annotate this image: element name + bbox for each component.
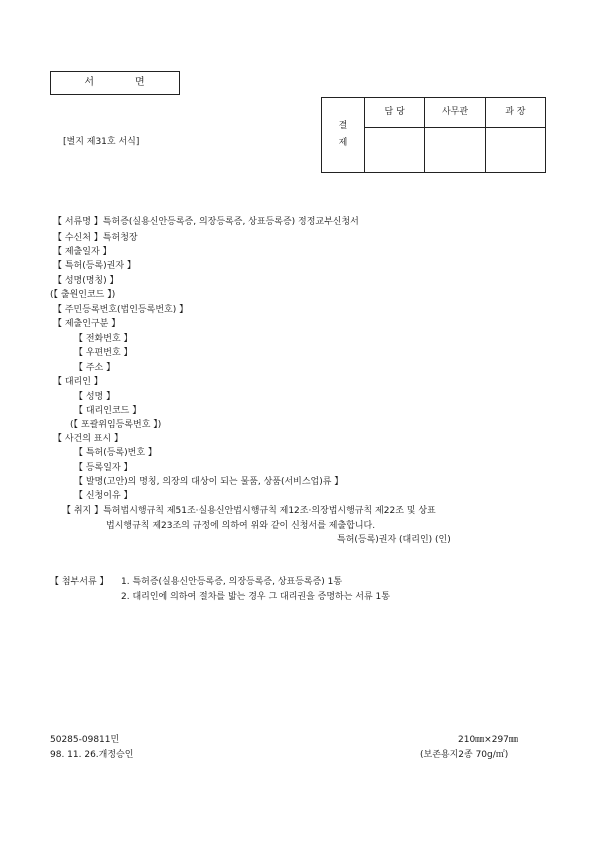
approval-row-label [322, 98, 365, 173]
approval-label-1: 결 [338, 121, 348, 131]
approval-sign-officer[interactable] [425, 128, 485, 173]
field-applicant-code: (【 출원인코드 】) [50, 290, 116, 300]
attachments-label: 【 첨부서류 】 [50, 577, 109, 587]
field-document-name: 【 서류명 】특허증(실용신안등록증, 의장등록증, 상표등록증) 정정교부신청서 [53, 217, 359, 227]
approval-table [321, 97, 546, 173]
field-power-of-attorney-number: (【 포괄위임등록번호 】) [70, 420, 162, 430]
purpose-line-2: 법시행규칙 제23조의 규정에 의하여 위와 같이 신청서를 제출합니다. [106, 521, 376, 531]
field-agent-name: 【 성명 】 [74, 392, 116, 402]
field-registration-date: 【 등록일자 】 [74, 463, 133, 473]
footer-paper-type: (보존용지2종 70g/㎡) [420, 750, 509, 760]
field-name: 【 성명(명칭) 】 [53, 276, 119, 286]
approval-sign-manager[interactable] [485, 128, 545, 173]
form-number: [별지 제31호 서식] [63, 137, 140, 147]
purpose-line-1: 【 취지 】특허법시행규칙 제51조·실용신안법시행규칙 제12조·의장법시행규칙 제22조 및 상표 [62, 506, 436, 516]
field-agent-code: 【 대리인코드 】 [74, 406, 142, 416]
field-rights-holder: 【 특허(등록)권자 】 [53, 261, 136, 271]
signature-line: 특허(등록)권자 (대리인) (인) [337, 535, 451, 545]
field-request-reason: 【 신청이유 】 [74, 491, 133, 501]
field-case-indication: 【 사건의 표시 】 [53, 434, 124, 444]
approval-col-staff: 담 당 [365, 98, 425, 128]
field-patent-number: 【 특허(등록)번호 】 [74, 448, 157, 458]
approval-sign-staff[interactable] [365, 128, 425, 173]
attachment-item-2: 2. 대리인에 의하여 절차를 밟는 경우 그 대리권을 증명하는 서류 1통 [121, 592, 390, 602]
form-title-part1: 서 [84, 77, 95, 88]
footer-paper-size: 210㎜×297㎜ [458, 735, 518, 745]
field-invention-title: 【 발명(고안)의 명칭, 의장의 대상이 되는 물품, 상품(서비스업)류 】 [74, 477, 344, 487]
approval-col-manager: 과 장 [485, 98, 545, 128]
field-registration-number: 【 주민등록번호(법인등록번호) 】 [53, 305, 189, 315]
form-title-part2: 면 [135, 77, 146, 88]
field-phone: 【 전화번호 】 [74, 334, 133, 344]
field-postal-code: 【 우편번호 】 [74, 348, 133, 358]
field-submitter-type: 【 제출인구분 】 [53, 319, 121, 329]
field-agent: 【 대리인 】 [53, 377, 103, 387]
approval-col-officer: 사무관 [425, 98, 485, 128]
field-submission-date: 【 제출일자 】 [53, 247, 112, 257]
form-title-box [50, 71, 180, 95]
field-recipient: 【 수신처 】특허청장 [53, 233, 138, 243]
footer-approval-date: 98. 11. 26.개정승인 [50, 750, 134, 760]
attachment-item-1: 1. 특허증(실용신안등록증, 의장등록증, 상표등록증) 1통 [121, 577, 343, 587]
footer-form-code: 50285-09811민 [50, 735, 120, 745]
field-address: 【 주소 】 [74, 363, 116, 373]
approval-label-2: 제 [338, 138, 348, 148]
